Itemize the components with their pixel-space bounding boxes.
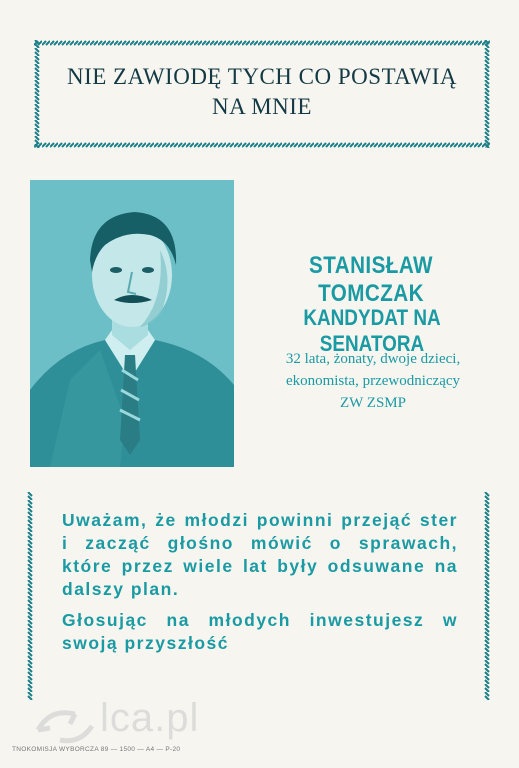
slogan-box [34,40,490,148]
watermark [30,696,250,746]
bio-line-3: ZW ZSMP [340,395,406,411]
statement-paragraph-1: Uważam, że młodzi powinni przejąć ster i zacząć głośno mówić o sprawach, które przez wiele lat były odsuwane na dalszy plan. [62,510,458,599]
slogan-line-1: NIE ZAWIODĘ TYCH CO POSTAWIĄ [66,64,458,89]
print-footer: TNOKOMISJA WYBORCZA 89 — 1500 — A4 — P-20 [12,746,181,753]
rope-border-left [27,492,35,700]
rope-border-right [484,492,492,700]
candidate-portrait [30,180,234,467]
bio-line-2: ekonomista, przewodniczący [285,373,461,389]
candidate-name: STANISŁAW TOMCZAK [309,252,433,307]
portrait-illustration [30,180,234,467]
watermark-text: lca.pl [100,696,200,740]
bio-line-1: 32 lata, żonaty, dwoje dzieci, [285,351,461,367]
candidate-bio [242,348,504,414]
statement-paragraph-2: Głosując na młodych inwestujesz w swoją przyszłość [62,610,458,653]
slogan-title [34,62,490,122]
candidate-statement [62,509,458,663]
candidate-role: KANDYDAT NA SENATORA [303,305,441,356]
watermark-logo-icon [30,700,100,750]
slogan-line-2: NA MNIE [212,94,312,119]
